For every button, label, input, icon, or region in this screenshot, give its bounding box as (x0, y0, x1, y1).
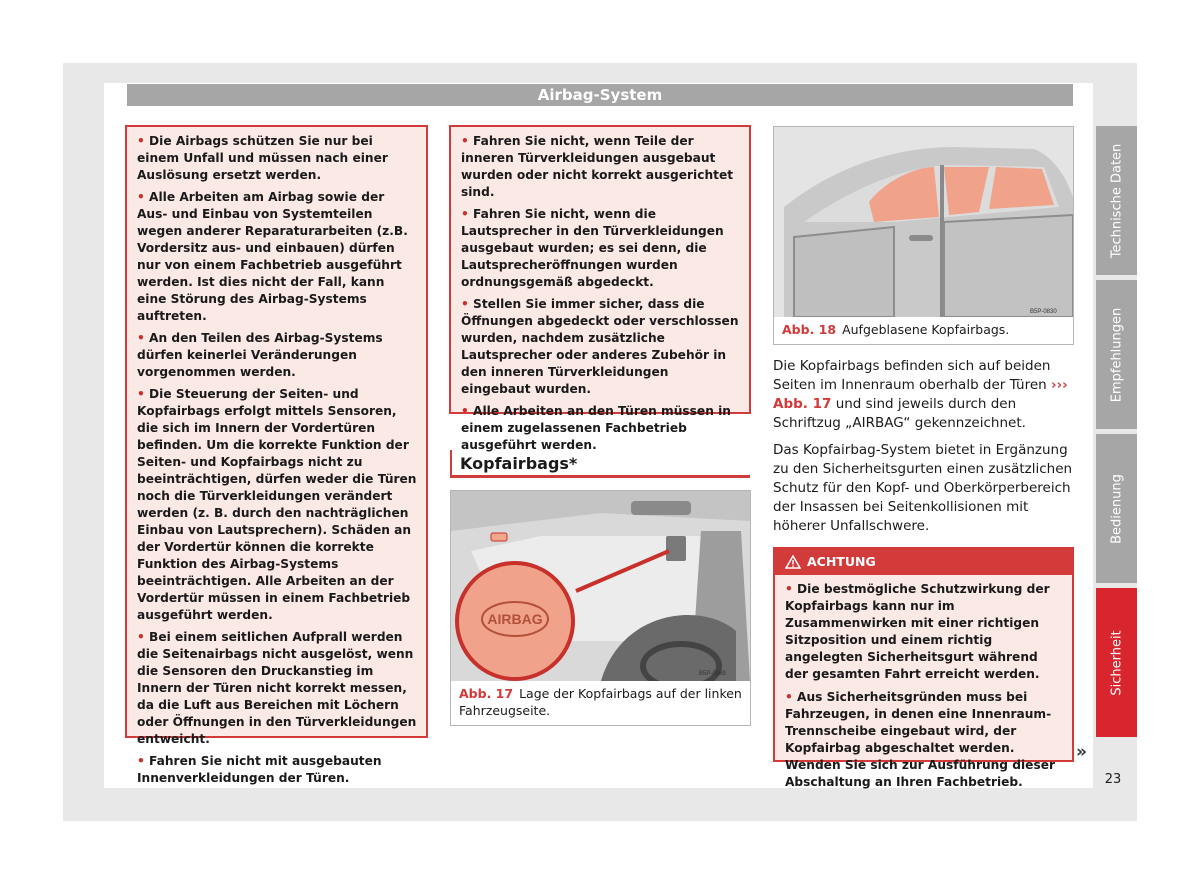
body-text (773, 357, 1073, 544)
warning-item: • Fahren Sie nicht mit ausgebauten Innenverkleidungen der Türen. (137, 754, 382, 785)
warning-item: • An den Teilen des Airbag-Systems dürfen keinerlei Veränderungen vorgenommen werden. (137, 331, 383, 379)
warning-box-middle (449, 125, 751, 452)
warning-item: • Bei einem seitlichen Aufprall werden die Seitenairbags nicht ausgelöst, wenn die Sensoren den Druckanstieg im Innern der Türen nicht korrekt messen, da die Luft aus Bereichen mit Löchern oder Öffnungen in den Türverkleidungen entweicht. (137, 630, 417, 746)
car-interior-illustration (451, 491, 750, 681)
warning-item: • Die Airbags schützen Sie nur bei einem Unfall und müssen nach einer Auslösung ersetzt werden. (137, 134, 388, 182)
warning-item: • Alle Arbeiten an den Türen müssen in einem zugelassenen Fachbetrieb ausgeführt werden. (461, 404, 731, 452)
warning-item: • Stellen Sie immer sicher, dass die Öffnungen abgedeckt oder verschlossen wurden, nachdem zusätzliche Lautsprecher oder anderes Zubehör in den inneren Türverkleidungen eingebaut wurden. (461, 297, 739, 396)
warning-item: • Fahren Sie nicht, wenn Teile der inneren Türverkleidungen ausgebaut wurden oder nicht korrekt ausgerichtet sind. (461, 134, 734, 199)
achtung-box (773, 547, 1074, 789)
section-heading: Kopfairbags* (450, 450, 750, 478)
paragraph: Das Kopfairbag-System bietet in Ergänzung zu den Sicherheitsgurten einen zusätzlichen Schutz für den Kopf- und Oberkörperbereich der Insassen bei Seitenkollisionen mit höherer Unfallschwere. (773, 442, 1073, 534)
car-side-illustration (774, 127, 1073, 317)
page-title: Airbag-System (127, 84, 1073, 106)
warning-box-left (125, 125, 428, 785)
figure-label: Abb. 18 (782, 322, 837, 337)
airbag-label: AIRBAG (487, 611, 543, 627)
warning-triangle-icon (785, 555, 801, 569)
continue-marker: » (1076, 742, 1087, 762)
figure-18 (773, 126, 1074, 345)
warning-item: • Aus Sicherheitsgründen muss bei Fahrzeugen, in denen eine Innenraum-Trennscheibe eingebaut wird, der Kopfairbag abgeschaltet werden. Wenden Sie sich zur Ausführung dieser Abschaltung an Ihren Fachbetrieb. (785, 690, 1055, 789)
tab-sicherheit[interactable]: Sicherheit (1096, 588, 1137, 737)
warning-item: • Die Steuerung der Seiten- und Kopfairbags erfolgt mittels Sensoren, die sich im Innern der Vordertüren befinden. Um die korrekte Funktion der Seiten- und Kopfairbags nicht zu beeinträchtigen, dürfen weder die Türen noch die Türverkleidungen verändert werden (z. B. durch den nachträglichen Einbau von Lautsprechern). Schäden an der Vordertür können die korrekte Funktion des Airbag-Systems beeinträchtigen. Alle Arbeiten an der Vordertür müssen in einem Fachbetrieb ausgeführt werden. (137, 387, 417, 622)
figure-caption: Abb. 17 Lage der Kopfairbags auf der linken Fahrzeugseite. (459, 686, 742, 718)
page-number: 23 (1104, 772, 1122, 787)
paragraph: Die Kopfairbags befinden sich auf beiden Seiten im Innenraum oberhalb der Türen ››› Abb. 17 und sind jeweils durch den Schriftzug „AIRBAG“ gekennzeichnet. (773, 358, 1068, 431)
figure-code: B5P-0830 (1030, 309, 1057, 315)
tab-technische-daten[interactable]: Technische Daten (1096, 126, 1137, 275)
tab-bedienung[interactable]: Bedienung (1096, 434, 1137, 583)
achtung-header: ACHTUNG (775, 549, 1072, 575)
figure-label: Abb. 17 (459, 686, 514, 701)
figure-caption: Abb. 18 Aufgeblasene Kopfairbags. (782, 322, 1010, 337)
warning-item: • Alle Arbeiten am Airbag sowie der Aus- und Einbau von Systemteilen wegen anderer Reparaturarbeiten (z.B. Vordersitz aus- und einbauen) dürfen nur von einem Fachbetrieb ausgeführt werden. Ist dies nicht der Fall, kann eine Störung des Airbag-Systems auftreten. (137, 190, 408, 323)
warning-item: • Die bestmögliche Schutzwirkung der Kopfairbags kann nur im Zusammenwirken mit einer richtigen Sitzposition und einem richtig angelegten Sicherheitsgurt während der gesamten Fahrt erreicht werden. (785, 582, 1050, 681)
tab-empfehlungen[interactable]: Empfehlungen (1096, 280, 1137, 429)
figure-reference-link[interactable]: ››› Abb. 17 (773, 377, 1068, 412)
achtung-body (775, 575, 1072, 803)
figure-code: B5P-0969 (699, 671, 726, 677)
warning-item: • Fahren Sie nicht, wenn die Lautsprecher in den Türverkleidungen ausgebaut wurden; es sei denn, die Lautsprecheröffnungen wurden ordnungsgemäß abgedeckt. (461, 207, 724, 289)
figure-17 (450, 490, 751, 726)
